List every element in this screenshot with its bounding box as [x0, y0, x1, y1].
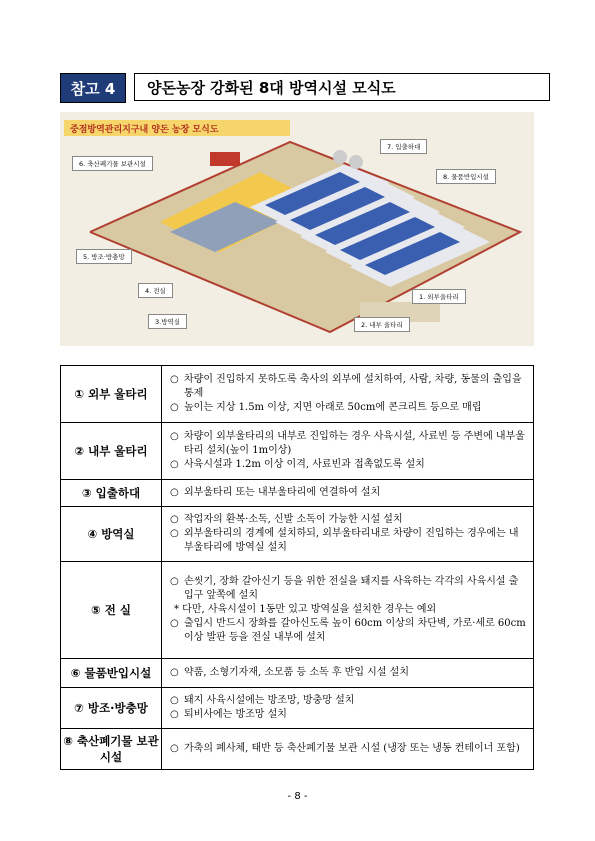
- callout-supply-facility: 8. 물품반입시설: [436, 169, 496, 184]
- table-row: [61, 507, 534, 562]
- row-label: ⑧ 축산폐기물 보관시설: [61, 729, 162, 770]
- row-label: ③ 입출하대: [61, 480, 162, 507]
- row-label: ② 내부 울타리: [61, 423, 162, 480]
- row-content: ○ 작업자의 환복·소독, 신발 소독이 가능한 시설 설치 ○ 외부울타리의 경계에 설치하되, 외부울타리내로 차량이 진입하는 경우에는 내부울타리에 방역실 설치: [162, 507, 534, 562]
- callout-bird-net: 5. 방조·방충망: [76, 249, 132, 264]
- row-label: ⑥ 물품반입시설: [61, 659, 162, 688]
- table-row: [61, 366, 534, 423]
- callout-anteroom: 4. 전실: [138, 283, 173, 298]
- facility-table: [60, 365, 534, 770]
- row-label: ⑦ 방조·방충망: [61, 688, 162, 729]
- row-content: ○ 차량이 진입하지 못하도록 축사의 외부에 설치하여, 사람, 차량, 동물의 출입을 통제 ○ 높이는 지상 1.5m 이상, 지면 아래로 50cm에 콘크리트 등으로 매립: [162, 366, 534, 423]
- row-content: ○ 차량이 외부울타리의 내부로 진입하는 경우 사육시설, 사료빈 등 주변에 내부울타리 설치(높이 1m이상) ○ 사육시설과 1.2m 이상 이격, 사료빈과 접촉없도록 설치: [162, 423, 534, 480]
- table-row: [61, 423, 534, 480]
- row-label: ① 외부 울타리: [61, 366, 162, 423]
- callout-inner-fence: 2. 내부 울타리: [354, 317, 410, 332]
- page-number: - 8 -: [287, 791, 308, 802]
- callout-outer-fence: 1. 외부울타리: [412, 289, 466, 304]
- row-content: ○ 외부울타리 또는 내부울타리에 연결하여 설치: [162, 480, 534, 507]
- callout-disinfection-room: 3.방역실: [148, 314, 187, 329]
- row-content: ○ 돼지 사육시설에는 방조망, 방충망 설치 ○ 퇴비사에는 방조망 설치: [162, 688, 534, 729]
- callout-loading-dock: 7. 입출하대: [380, 139, 427, 154]
- table-row: [61, 729, 534, 770]
- callout-waste-storage: 6. 축산폐기물 보관시설: [72, 156, 153, 171]
- farm-diagram: [60, 112, 534, 346]
- table-row: [61, 659, 534, 688]
- exception-note: * 다만, 사육시설이 1동만 있고 방역실을 설치한 경우는 예외: [174, 604, 437, 615]
- diagram-title: 중점방역관리지구내 양돈 농장 모식도: [64, 120, 290, 136]
- farm-illustration: [60, 112, 534, 346]
- row-content: ○ 약품, 소형기자재, 소모품 등 소독 후 반입 시설 설치: [162, 659, 534, 688]
- row-content: ○ 가축의 폐사체, 태반 등 축산폐기물 보관 시설 (냉장 또는 냉동 컨테이너 포함): [162, 729, 534, 770]
- section-header: [60, 73, 550, 103]
- row-content: ○ 손씻기, 장화 갈아신기 등을 위한 전실을 돼지를 사육하는 각각의 사육시설 출입구 앞쪽에 설치 * 다만, 사육시설이 1동만 있고 방역실을 설치한 경우는 예외 ○ 출입시 반드시 장화를 갈아신도록 높이 60cm 이상의 차단벽, 가로·세로 60cm이상 발판 등을 전실 내부에 설치: [162, 562, 534, 659]
- row-label: ⑤ 전 실: [61, 562, 162, 659]
- page-title: 양돈농장 강화된 8대 방역시설 모식도: [134, 73, 550, 101]
- reference-badge: 참고 4: [60, 73, 126, 103]
- table-row: [61, 562, 534, 659]
- table-row: [61, 480, 534, 507]
- table-row: [61, 688, 534, 729]
- row-label: ④ 방역실: [61, 507, 162, 562]
